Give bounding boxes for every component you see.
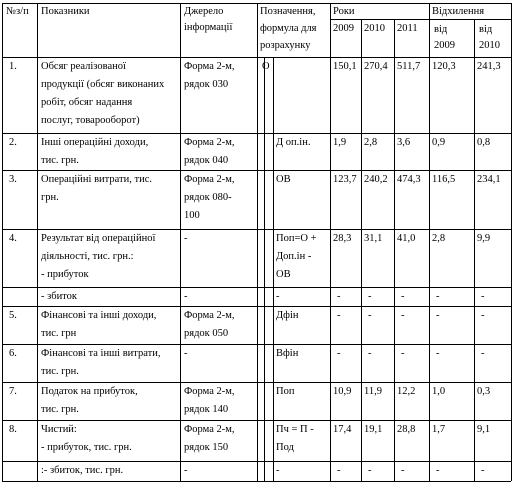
header-year: 2010 xyxy=(364,23,385,34)
row-formula: ОВ xyxy=(276,269,291,280)
row-source: - xyxy=(184,233,188,244)
row-indicator-name: грн. xyxy=(41,192,59,203)
row-value: 1,0 xyxy=(432,386,446,397)
row-indicator-name: тис. грн xyxy=(41,328,77,339)
row-indicator-name: робіт, обсяг надання xyxy=(41,97,133,108)
header-indicators: Показники xyxy=(41,6,90,17)
row-value: - xyxy=(436,291,440,302)
row-source: - xyxy=(184,348,188,359)
row-value: 2,8 xyxy=(364,137,378,148)
row-source: рядок 080- xyxy=(184,192,232,203)
column-separator xyxy=(37,3,38,481)
row-value: 19,1 xyxy=(364,424,383,435)
row-value: - xyxy=(337,310,341,321)
header-deviation: від xyxy=(479,24,493,35)
header-deviations: Відхилення xyxy=(432,6,485,17)
row-value: 116,5 xyxy=(432,174,456,185)
column-separator xyxy=(429,3,430,481)
header-source: Джерело xyxy=(184,6,224,17)
header-year: 2011 xyxy=(397,23,418,34)
row-value: - xyxy=(401,291,405,302)
formula-inner-separator xyxy=(273,57,274,481)
row-indicator-name: тис. грн. xyxy=(41,155,79,166)
row-value: 17,4 xyxy=(333,424,352,435)
row-value: - xyxy=(337,348,341,359)
row-indicator-name: послуг, товарооборот) xyxy=(41,115,140,126)
header-years: Роки xyxy=(333,6,355,17)
row-source: 100 xyxy=(184,210,200,221)
column-separator xyxy=(2,3,3,481)
header-formula: розрахунку xyxy=(260,40,311,51)
row-indicator-name: - збиток xyxy=(41,291,78,302)
row-indicator-name: тис. грн. xyxy=(41,404,79,415)
row-value: - xyxy=(368,310,372,321)
row-formula: Вфін xyxy=(276,348,299,359)
row-indicator-name: Фінансові та інші витрати, xyxy=(41,348,161,359)
row-source: рядок 030 xyxy=(184,79,229,90)
row-source: Форма 2-м, xyxy=(184,137,235,148)
row-formula: Дфін xyxy=(276,310,299,321)
row-value: 234,1 xyxy=(477,174,501,185)
row-indicator-name: Операційні витрати, тис. xyxy=(41,174,152,185)
row-value: - xyxy=(481,348,485,359)
row-value: 12,2 xyxy=(397,386,416,397)
header-deviation: 2010 xyxy=(479,40,500,51)
row-source: рядок 040 xyxy=(184,155,229,166)
row-value: 240,2 xyxy=(364,174,388,185)
header-source: інформації xyxy=(184,22,233,33)
column-separator xyxy=(180,3,181,481)
row-source: - xyxy=(184,465,188,476)
row-source: Форма 2-м, xyxy=(184,424,235,435)
row-indicator-name: тис. грн. xyxy=(41,366,79,377)
row-value: - xyxy=(481,310,485,321)
row-value: 9,9 xyxy=(477,233,491,244)
header-formula: формула для xyxy=(260,23,317,34)
row-value: 511,7 xyxy=(397,61,421,72)
row-formula: ОВ xyxy=(276,174,291,185)
row-indicator-name: Обсяг реалізованої xyxy=(41,61,126,72)
row-value: 150,1 xyxy=(333,61,357,72)
row-value: - xyxy=(481,291,485,302)
row-source: рядок 140 xyxy=(184,404,229,415)
row-value: 0,3 xyxy=(477,386,491,397)
row-formula: Под xyxy=(276,442,294,453)
row-number: 5. xyxy=(9,310,17,321)
row-value: 120,3 xyxy=(432,61,456,72)
row-indicator-name: Фінансові та інші доходи, xyxy=(41,310,157,321)
row-value: 123,7 xyxy=(333,174,357,185)
row-indicator-name: - прибуток xyxy=(41,269,89,280)
row-number: 6. xyxy=(9,348,17,359)
row-source: рядок 150 xyxy=(184,442,229,453)
header-deviation: від xyxy=(434,24,448,35)
row-formula: - xyxy=(276,291,280,302)
row-indicator-name: Чистий: xyxy=(41,424,77,435)
row-value: 1,9 xyxy=(333,137,347,148)
row-formula: - xyxy=(276,465,280,476)
row-formula: Поп xyxy=(276,386,295,397)
row-value: - xyxy=(337,465,341,476)
table-border-bottom xyxy=(2,481,511,482)
row-formula: Пч = П - xyxy=(276,424,314,435)
header-year: 2009 xyxy=(333,23,354,34)
row-formula: Д оп.ін. xyxy=(276,137,311,148)
column-separator xyxy=(257,3,258,481)
row-value: - xyxy=(337,291,341,302)
row-source: Форма 2-м, xyxy=(184,174,235,185)
row-formula: Поп=О + xyxy=(276,233,317,244)
row-value: 3,6 xyxy=(397,137,411,148)
row-value: - xyxy=(401,310,405,321)
row-source: Форма 2-м, xyxy=(184,310,235,321)
row-value: 10,9 xyxy=(333,386,352,397)
row-indicator-name: Інші операційні доходи, xyxy=(41,137,149,148)
row-value: 0,9 xyxy=(432,137,446,148)
row-number: 2. xyxy=(9,137,17,148)
row-value: 9,1 xyxy=(477,424,491,435)
column-separator xyxy=(394,19,395,481)
column-separator xyxy=(361,19,362,481)
formula-inner-separator xyxy=(264,57,265,481)
row-indicator-name: Податок на прибуток, xyxy=(41,386,138,397)
row-source: Форма 2-м, xyxy=(184,386,235,397)
row-value: - xyxy=(436,348,440,359)
row-indicator-name: продукції (обсяг виконаних xyxy=(41,79,165,90)
row-value: 31,1 xyxy=(364,233,383,244)
row-indicator-name: - прибуток, тис. грн. xyxy=(41,442,132,453)
row-value: - xyxy=(481,465,485,476)
row-indicator-name: :- збиток, тис. грн. xyxy=(41,465,124,476)
row-indicator-name: Результат від операційної xyxy=(41,233,156,244)
row-value: 41,0 xyxy=(397,233,416,244)
header-number: №з/п xyxy=(6,6,29,17)
header-deviation: 2009 xyxy=(434,40,455,51)
row-value: 241,3 xyxy=(477,61,501,72)
row-value: 1,7 xyxy=(432,424,446,435)
row-value: - xyxy=(368,465,372,476)
row-value: 28,3 xyxy=(333,233,352,244)
row-value: 474,3 xyxy=(397,174,421,185)
row-formula: Доп.ін - xyxy=(276,251,312,262)
row-value: - xyxy=(401,465,405,476)
row-value: - xyxy=(401,348,405,359)
column-separator xyxy=(474,19,475,481)
header-formula: Позначення, xyxy=(260,6,316,17)
row-source: - xyxy=(184,291,188,302)
row-number: 3. xyxy=(9,174,17,185)
row-value: - xyxy=(436,465,440,476)
row-formula: О xyxy=(262,61,270,72)
row-value: 11,9 xyxy=(364,386,382,397)
row-value: - xyxy=(368,348,372,359)
row-value: 0,8 xyxy=(477,137,491,148)
row-source: рядок 050 xyxy=(184,328,229,339)
row-value: 270,4 xyxy=(364,61,388,72)
row-number: 1. xyxy=(9,61,17,72)
column-separator xyxy=(511,3,512,481)
row-source: Форма 2-м, xyxy=(184,61,235,72)
row-number: 4. xyxy=(9,233,17,244)
row-indicator-name: діяльності, тис. грн.: xyxy=(41,251,134,262)
row-value: - xyxy=(368,291,372,302)
row-number: 7. xyxy=(9,386,17,397)
row-number: 8. xyxy=(9,424,17,435)
row-value: 28,8 xyxy=(397,424,416,435)
row-value: - xyxy=(436,310,440,321)
row-value: 2,8 xyxy=(432,233,446,244)
column-separator xyxy=(330,3,331,481)
